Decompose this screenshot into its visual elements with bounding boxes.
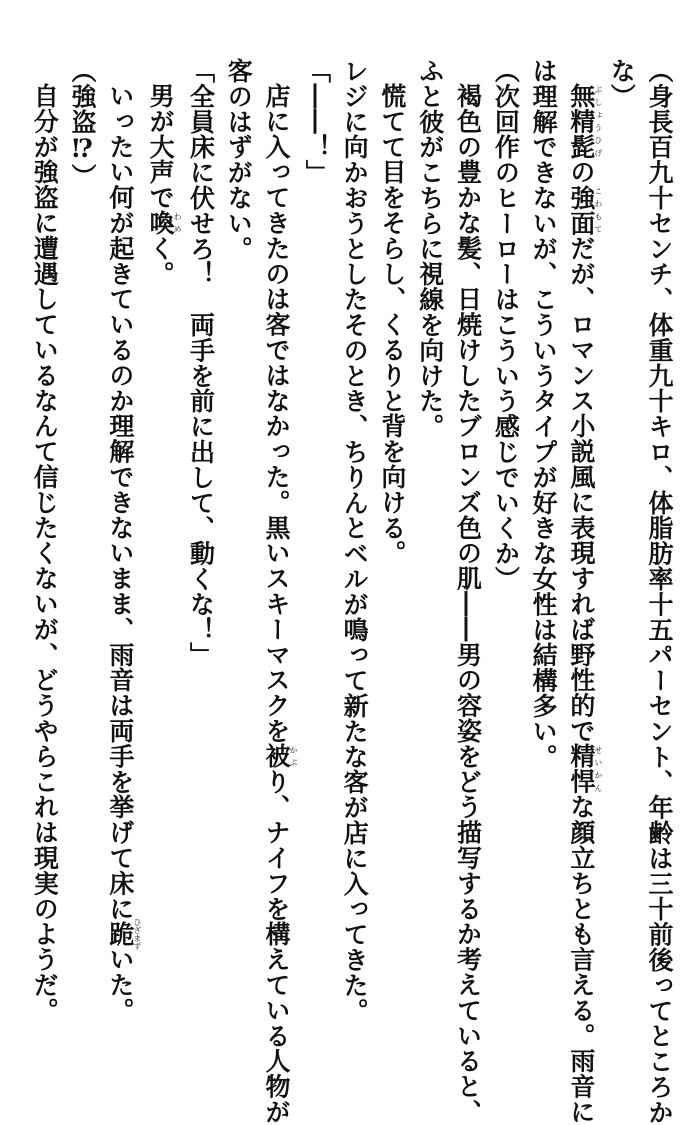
text-line: [487, 58, 525, 978]
ruby-base: 跪: [105, 917, 135, 950]
text-segment: 男が大声で: [146, 83, 176, 210]
ruby-base: 無精髭: [566, 83, 596, 160]
text-segment: な）: [607, 58, 637, 109]
ruby-base: 喚: [146, 210, 176, 236]
text-line: [219, 58, 257, 978]
ruby-base: 強面: [566, 184, 596, 236]
ruby-annotation: [105, 917, 142, 950]
text-segment: 「――！」: [302, 58, 332, 185]
text-line: [25, 58, 63, 1023]
text-segment: く。: [146, 235, 176, 287]
text-segment: の: [566, 159, 596, 185]
text-line: [257, 58, 299, 1125]
text-line: [182, 58, 220, 978]
text-segment: 客のはずがない。: [224, 58, 254, 262]
text-segment: いったい何が起きているのか理解できないまま、雨音は両手を挙げて床に: [105, 83, 135, 922]
text-line: [602, 58, 640, 978]
text-segment: （次回作のヒーローはこういう感じでいくか）: [491, 58, 521, 592]
ruby-annotation: [566, 743, 603, 795]
ruby-annotation: [566, 184, 603, 236]
text-segment: いた。: [105, 946, 135, 1023]
ruby-reading: ひざまず: [132, 917, 142, 950]
text-segment: 慌てて目をそらし、くるりと背を向ける。: [377, 83, 407, 566]
ruby-base: 被: [262, 743, 292, 769]
text-segment: （身長百九十センチ、体重九十キロ、体脂肪率十五パーセント、年齢は三十前後ってところか: [645, 58, 674, 1125]
ruby-reading: こわもて: [593, 184, 603, 236]
text-line: [411, 58, 449, 978]
text-segment: り、ナイフを構えている人物が: [262, 768, 292, 1125]
text-segment: は理解できないが、こういうタイプが好きな女性は結構多い。: [529, 58, 559, 770]
ruby-annotation: [262, 743, 299, 769]
text-segment: な顔立ちとも言える。雨音に: [566, 794, 596, 1125]
ruby-reading: せいかん: [593, 743, 603, 795]
ruby-reading: ぶしょうひげ: [593, 83, 603, 160]
ruby-reading: わめ: [173, 210, 183, 236]
text-segment: 店に入ってきたのは客ではなかった。黒いスキーマスクを: [262, 83, 292, 744]
ruby-reading: かぶ: [289, 743, 299, 769]
ruby-base: 精悍: [566, 743, 596, 795]
text-line: [449, 58, 487, 1125]
text-line: [562, 58, 603, 1125]
text-segment: レジに向かおうとしたそのとき、ちりんとベルが鳴って新たな客が店に入ってきた。: [340, 58, 370, 1024]
text-segment: 褐色の豊かな髪、日焼けしたブロンズ色の肌――男の容姿をどう描写するか考えていると、: [453, 83, 483, 1125]
ruby-annotation: [566, 83, 603, 160]
text-line: [524, 58, 562, 978]
text-segment: ふと彼がこちらに視線を向けた。: [415, 58, 445, 439]
text-line: [298, 58, 336, 978]
text-line: [373, 58, 411, 978]
text-line: [141, 58, 181, 978]
vertical-text-body: [25, 58, 678, 1125]
text-line: [101, 58, 142, 1023]
text-segment: だが、ロマンス小説風に表現すれば野性的で: [566, 235, 596, 744]
text-segment: （強盗⁉）: [68, 58, 98, 189]
text-line: [640, 58, 678, 1125]
ruby-annotation: [146, 210, 183, 236]
text-segment: 自分が強盗に遭遇しているなんて信じたくないが、どうやらこれは現実のようだ。: [30, 83, 60, 1023]
text-line: [335, 58, 373, 1024]
text-line: [63, 58, 101, 978]
text-segment: 「全員床に伏せろ！ 両手を前に出して、動くな！」: [186, 58, 216, 668]
